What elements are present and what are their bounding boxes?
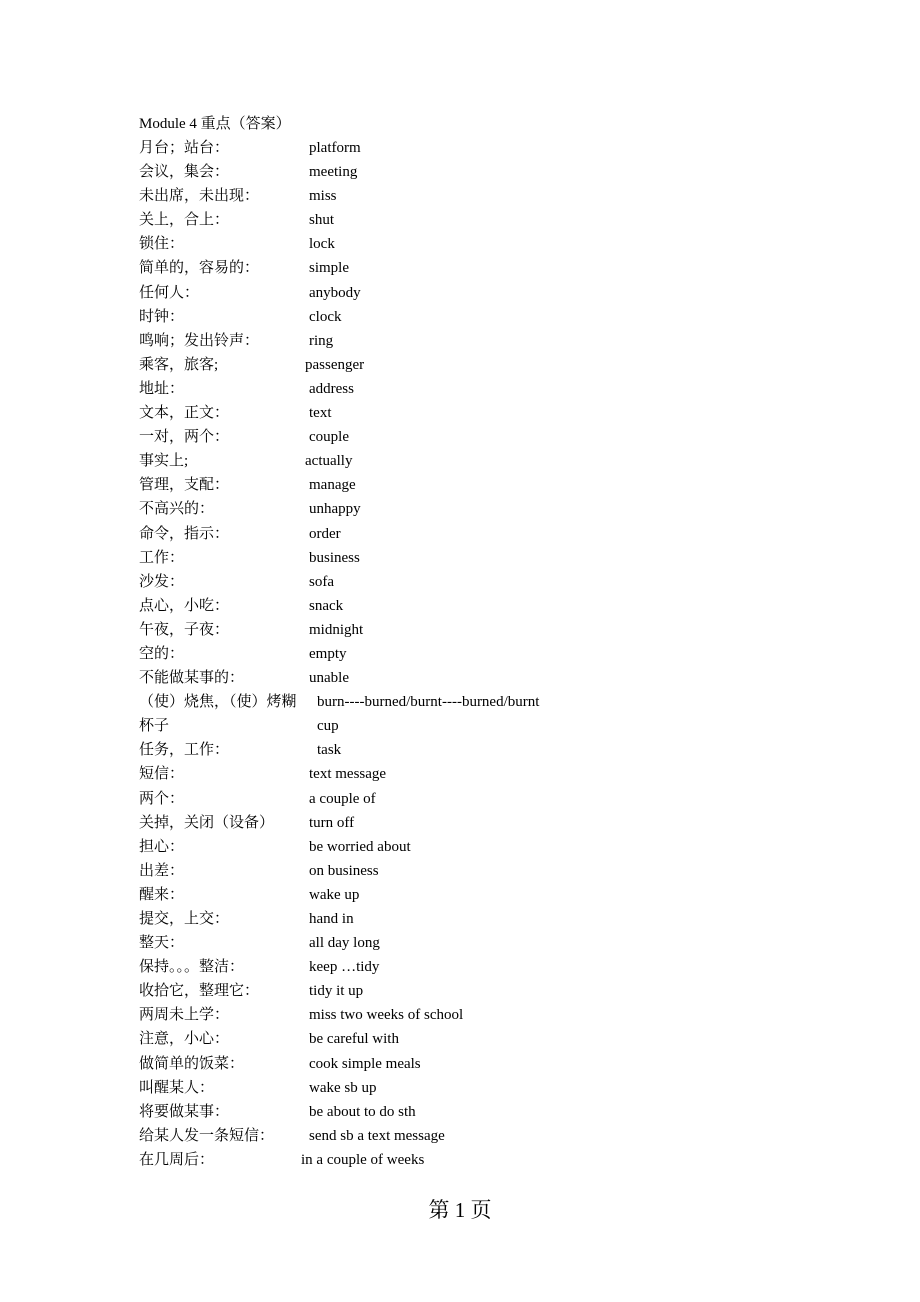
english-answer: order (309, 525, 341, 542)
english-answer: actually (305, 453, 353, 470)
english-answer: clock (309, 308, 342, 325)
chinese-term: 月台；站台： (139, 140, 230, 156)
vocab-row (139, 208, 839, 232)
chinese-term: 未出席，未出现： (139, 188, 260, 205)
document-title: Module 4 重点（答案） (139, 116, 291, 132)
chinese-term: 注意，小心： (139, 1031, 230, 1048)
chinese-term: 命令，指示： (139, 525, 230, 542)
chinese-term: 工作： (139, 549, 185, 566)
vocab-row (139, 931, 839, 955)
chinese-term: 任务，工作： (139, 742, 230, 759)
chinese-term: 两个： (139, 790, 185, 807)
chinese-term: 将要做某事： (139, 1103, 230, 1120)
english-answer: lock (309, 236, 335, 253)
chinese-term: 保持。。。整洁： (139, 959, 245, 976)
chinese-term: 给某人发一条短信： (139, 1127, 275, 1144)
chinese-term: 短信： (139, 766, 185, 783)
vocab-row (139, 449, 839, 473)
vocab-row (139, 690, 839, 714)
vocab-row (139, 473, 839, 497)
english-answer: sofa (309, 573, 334, 590)
page-number: 第 1 页 (428, 1198, 492, 1222)
chinese-term: 事实上; (139, 453, 189, 470)
vocab-row (139, 1124, 839, 1148)
english-answer: meeting (309, 164, 358, 181)
vocab-row (139, 570, 839, 594)
vocab-row (139, 425, 839, 449)
english-answer: tidy it up (309, 983, 364, 1000)
vocab-row (139, 1100, 839, 1124)
vocab-row (139, 618, 839, 642)
chinese-term: 不能做某事的： (139, 670, 245, 687)
vocab-row (139, 1027, 839, 1051)
vocab-row (139, 979, 839, 1003)
vocab-row (139, 1003, 839, 1027)
chinese-term: 叫醒某人： (139, 1079, 215, 1096)
english-answer: wake sb up (309, 1079, 377, 1096)
vocab-row (139, 1148, 839, 1172)
english-answer: passenger (305, 356, 365, 373)
english-answer: address (309, 380, 354, 397)
vocab-row (139, 811, 839, 835)
vocab-row (139, 594, 839, 618)
english-answer: manage (309, 477, 356, 494)
vocab-row (139, 955, 839, 979)
english-answer: wake up (309, 886, 360, 903)
chinese-term: 任何人： (139, 284, 200, 301)
vocab-row (139, 281, 839, 305)
chinese-term: 整天： (139, 935, 185, 952)
vocab-row (139, 305, 839, 329)
english-answer: on business (309, 862, 379, 879)
chinese-term: 收拾它，整理它： (139, 983, 260, 1000)
vocab-row (139, 522, 839, 546)
chinese-term: 管理，支配： (139, 477, 230, 494)
english-answer: cup (317, 718, 339, 735)
chinese-term: 提交，上交： (139, 911, 230, 927)
chinese-term: 空的： (139, 645, 185, 662)
vocabulary-list (139, 136, 839, 1172)
vocab-row (139, 1076, 839, 1100)
chinese-term: 锁住： (139, 236, 185, 253)
vocab-row (139, 738, 839, 762)
vocab-row (139, 642, 839, 666)
english-answer: empty (309, 645, 347, 662)
english-answer: turn off (309, 814, 355, 831)
vocab-row (139, 666, 839, 690)
vocab-row (139, 329, 839, 353)
english-answer: be careful with (309, 1031, 399, 1048)
chinese-term: 出差： (139, 862, 185, 879)
chinese-term: 文本，正文： (139, 405, 230, 422)
english-answer: text message (309, 766, 387, 783)
chinese-term: 时钟： (139, 308, 185, 325)
chinese-term: 会议，集会： (139, 164, 230, 181)
vocab-row (139, 859, 839, 883)
english-answer: miss two weeks of school (309, 1007, 464, 1024)
vocab-row (139, 762, 839, 786)
vocab-row (139, 184, 839, 208)
vocab-row (139, 883, 839, 907)
chinese-term: 不高兴的： (139, 501, 215, 518)
chinese-term: 担心： (139, 838, 185, 855)
vocab-row (139, 136, 839, 160)
english-answer: a couple of (309, 790, 376, 807)
english-answer: simple (309, 260, 349, 277)
chinese-term: （使）烧焦，（使）烤糊 (139, 694, 297, 711)
chinese-term: 简单的，容易的： (139, 260, 260, 277)
vocab-row (139, 160, 839, 184)
english-answer: platform (309, 140, 361, 156)
vocab-row (139, 377, 839, 401)
chinese-term: 点心，小吃： (139, 597, 230, 614)
vocab-row (139, 546, 839, 570)
chinese-term: 一对，两个： (139, 429, 230, 446)
document-body (139, 112, 839, 1172)
chinese-term: 鸣响；发出铃声： (139, 332, 260, 349)
english-answer: business (309, 549, 360, 566)
chinese-term: 关掉，关闭（设备） (139, 814, 275, 831)
english-answer: keep …tidy (309, 959, 380, 976)
chinese-term: 午夜，子夜： (139, 621, 230, 638)
chinese-term: 杯子 (139, 718, 170, 735)
english-answer: ring (309, 332, 334, 349)
chinese-term: 两周未上学： (139, 1007, 230, 1024)
english-answer: burn----burned/burnt----burned/burnt (317, 694, 540, 711)
vocab-row (139, 907, 839, 931)
english-answer: be about to do sth (309, 1103, 416, 1120)
english-answer: task (317, 742, 342, 759)
chinese-term: 沙发： (139, 573, 185, 590)
vocab-row (139, 401, 839, 425)
chinese-term: 地址： (139, 380, 185, 397)
english-answer: be worried about (309, 838, 411, 855)
vocab-row (139, 256, 839, 280)
vocab-row (139, 1052, 839, 1076)
chinese-term: 乘客，旅客; (139, 356, 219, 373)
english-answer: couple (309, 429, 349, 446)
vocab-row (139, 787, 839, 811)
english-answer: send sb a text message (309, 1127, 445, 1144)
vocab-row (139, 232, 839, 256)
vocab-row (139, 835, 839, 859)
chinese-term: 关上，合上： (139, 212, 230, 229)
chinese-term: 做简单的饭菜： (139, 1055, 245, 1072)
english-answer: unhappy (309, 501, 361, 518)
english-answer: hand in (309, 911, 354, 927)
chinese-term: 在几周后： (139, 1151, 215, 1168)
vocab-row (139, 353, 839, 377)
vocab-row (139, 497, 839, 521)
english-answer: miss (309, 188, 337, 205)
english-answer: anybody (309, 284, 361, 301)
english-answer: midnight (309, 621, 364, 638)
vocab-row (139, 714, 839, 738)
english-answer: shut (309, 212, 335, 229)
english-answer: unable (309, 670, 349, 687)
english-answer: cook simple meals (309, 1055, 421, 1072)
chinese-term: 醒来： (139, 886, 185, 903)
english-answer: text (309, 405, 332, 422)
english-answer: snack (309, 597, 344, 614)
english-answer: in a couple of weeks (301, 1151, 425, 1168)
english-answer: all day long (309, 935, 380, 952)
